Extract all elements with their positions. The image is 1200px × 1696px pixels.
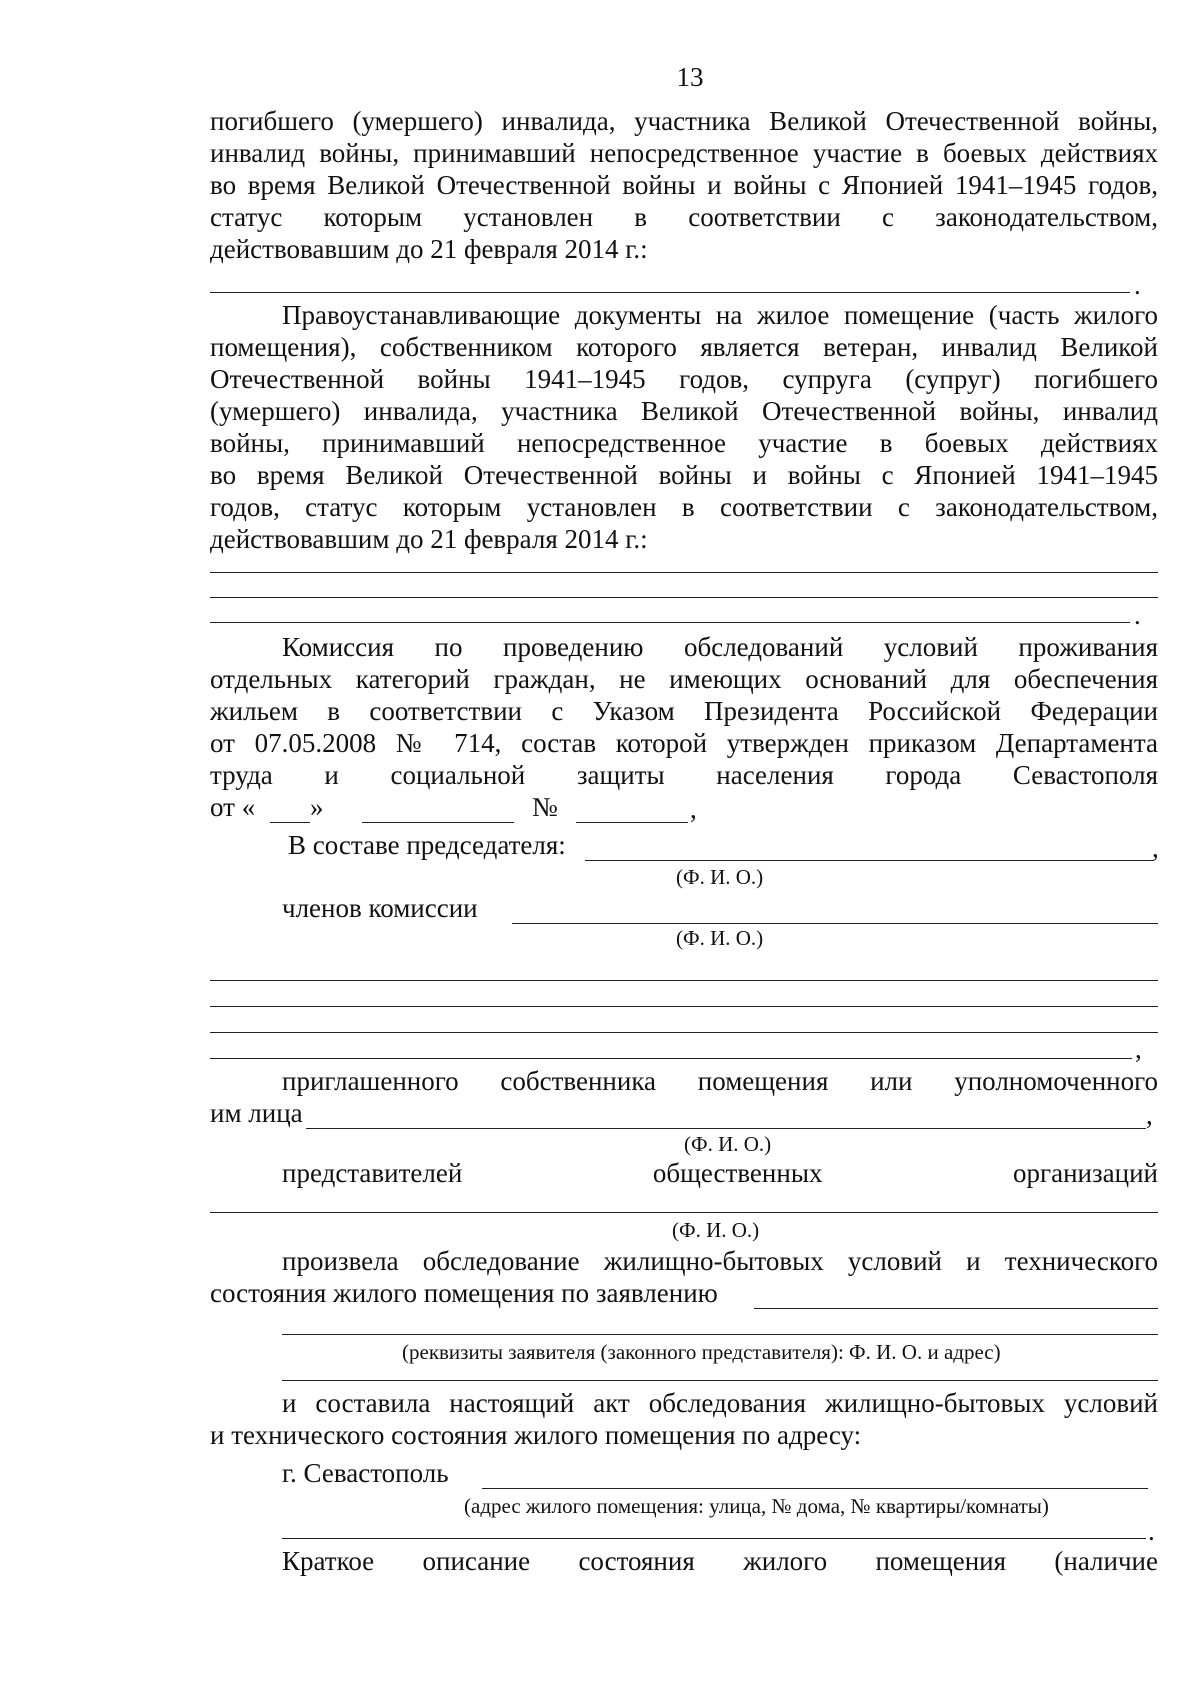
paragraph-line: произвела обследование жилищно-бытовых условий и технического (282, 1246, 1158, 1276)
owner-label: им лица (210, 1098, 303, 1128)
paragraph-line: помещения), собственником которого является ветеран, инвалид Великой (210, 332, 1158, 362)
paragraph-line: приглашенного собственника помещения или уполномоченного (282, 1066, 1158, 1096)
city-label: г. Севастополь (282, 1458, 449, 1488)
blank-line (210, 980, 1158, 981)
fio-caption: (Ф. И. О.) (676, 926, 764, 950)
fio-caption: (Ф. И. О.) (676, 865, 764, 889)
period: . (1148, 1516, 1155, 1546)
number-sign: № (532, 792, 558, 822)
from-prefix: от « (210, 792, 256, 822)
comma: , (1152, 833, 1159, 863)
blank-line (210, 1058, 1132, 1059)
paragraph-line: Отечественной войны 1941–1945 годов, супруга (супруг) погибшего (210, 364, 1158, 394)
paragraph-line: от 07.05.2008 № 714, состав которой утвержден приказом Департамента (210, 728, 1158, 758)
paragraph-line: и технического состояния жилого помещения по адресу: (210, 1420, 862, 1450)
paragraph-line: действовавшим до 21 февраля 2014 г.: (210, 234, 648, 264)
paragraph-line: во время Великой Отечественной войны и войны с Японией 1941–1945 (210, 460, 1158, 490)
period: . (1134, 270, 1141, 300)
paragraph-line: труда и социальной защиты населения города Севастополя (210, 760, 1158, 790)
page-number: 13 (676, 62, 704, 92)
blank-line (282, 1538, 1146, 1539)
blank-owner (306, 1128, 1146, 1129)
fio-caption: (Ф. И. О.) (684, 1132, 772, 1156)
paragraph-line: (умершего) инвалида, участника Великой Отечественной войны, инвалид (210, 396, 1158, 426)
paragraph-line: Правоустанавливающие документы на жилое помещение (часть жилого (282, 300, 1158, 330)
blank-day (270, 822, 310, 823)
blank-members (512, 923, 1158, 924)
blank-application (754, 1308, 1158, 1309)
blank-line (210, 1032, 1158, 1033)
caption: (реквизиты заявителя (законного представителя): Ф. И. О. и адрес) (402, 1340, 1001, 1364)
chair-label: В составе председателя: (288, 830, 566, 860)
paragraph-line: представителей общественных организаций (282, 1158, 1158, 1188)
blank-line (282, 1334, 1158, 1335)
paragraph-line: состояния жилого помещения по заявлению (210, 1278, 718, 1308)
paragraph-line: отдельных категорий граждан, не имеющих оснований для обеспечения (210, 664, 1158, 694)
blank-line (210, 597, 1158, 598)
blank-chair (585, 860, 1153, 861)
blank-address (482, 1488, 1148, 1489)
blank-line (210, 292, 1130, 293)
paragraph-line: действовавшим до 21 февраля 2014 г.: (210, 524, 648, 554)
paragraph-line: во время Великой Отечественной войны и войны с Японией 1941–1945 годов, (210, 170, 1158, 200)
members-label: членов комиссии (282, 893, 478, 923)
paragraph-line: инвалид войны, принимавший непосредственное участие в боевых действиях (210, 138, 1158, 168)
paragraph-line: и составила настоящий акт обследования жилищно-бытовых условий (282, 1388, 1158, 1418)
paragraph-line: годов, статус которым установлен в соответствии с законодательством, (210, 492, 1158, 522)
comma: , (690, 794, 697, 824)
blank-line (210, 1006, 1158, 1007)
paragraph-line: Краткое описание состояния жилого помещения (наличие (282, 1546, 1158, 1576)
blank-line (282, 1380, 1158, 1381)
from-close: » (310, 792, 324, 822)
caption: (адрес жилого помещения: улица, № дома, № квартиры/комнаты) (464, 1494, 1049, 1518)
comma: , (1135, 1034, 1142, 1064)
blank-line (210, 622, 1130, 623)
paragraph-line: Комиссия по проведению обследований условий проживания (282, 632, 1158, 662)
paragraph-line: войны, принимавший непосредственное участие в боевых действиях (210, 428, 1158, 458)
blank-number (576, 822, 688, 823)
fio-caption: (Ф. И. О.) (672, 1218, 760, 1242)
paragraph-line: погибшего (умершего) инвалида, участника Великой Отечественной войны, (210, 106, 1158, 136)
paragraph-line: статус которым установлен в соответствии с законодательством, (210, 202, 1158, 232)
period: . (1134, 600, 1141, 630)
paragraph-line: жильем в соответствии с Указом Президента Российской Федерации (210, 696, 1158, 726)
blank-line (210, 1212, 1158, 1213)
comma: , (1146, 1100, 1153, 1130)
blank-date (362, 822, 514, 823)
blank-line (210, 572, 1158, 573)
